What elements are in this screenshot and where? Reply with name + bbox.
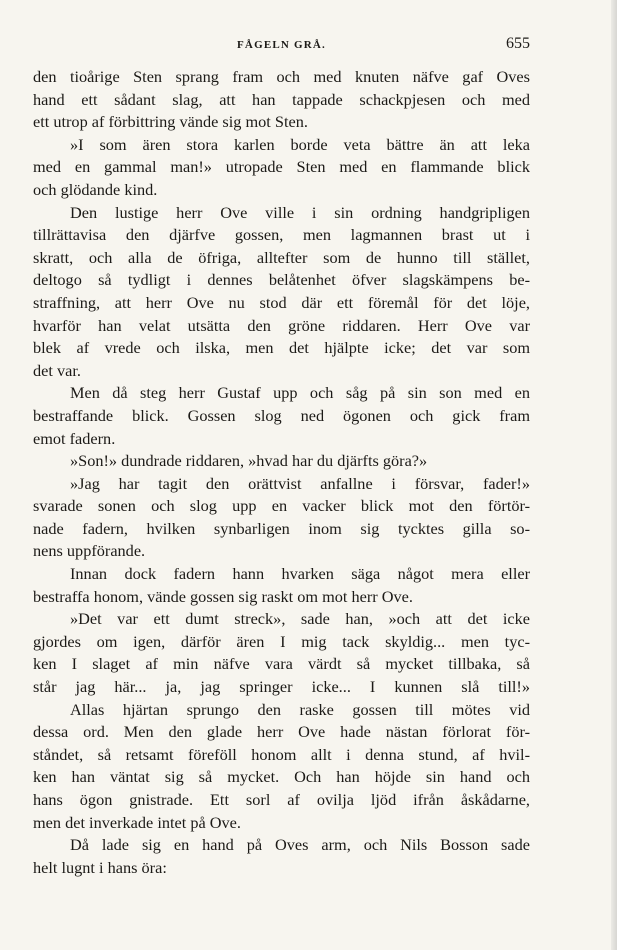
text-line: hans ögon gnistrade. Ett sorl af ovilja ljöd ifrån åskådarne, — [33, 790, 530, 809]
text-line: ett utrop af förbittring vände sig mot Sten. — [33, 112, 308, 132]
text-line: deltogo så tydligt i dennes belåtenhet öfver slagskämpens be- — [33, 270, 530, 290]
text-line: helt lugnt i hans öra: — [33, 857, 167, 877]
text-line: ken han väntat sig så mycket. Och han höjde sin hand och — [33, 767, 530, 787]
text-line: tillrättavisa den djärfve gossen, men lagmannen brast ut i — [33, 225, 530, 245]
text-line: men det inverkade intet på Ove. — [33, 812, 241, 832]
text-line: »I som ären stora karlen borde veta bättre än att leka — [70, 134, 530, 154]
page-number: 655 — [506, 35, 530, 52]
running-head — [33, 37, 530, 53]
text-line: skratt, och alla de öfriga, alltefter som de hunno till stället, — [33, 247, 530, 267]
running-title: FÅGELN GRÅ. — [237, 39, 326, 51]
text-line: Innan dock fadern hann hvarken säga något mera eller — [70, 564, 530, 584]
text-line: hvarför han velat utsätta den gröne riddaren. Herr Ove var — [33, 315, 530, 335]
text-line: står jag här... ja, jag springer icke... I kunnen slå till!» — [33, 677, 530, 697]
text-line: »Det var ett dumt streck», sade han, »och att det icke — [70, 609, 530, 629]
text-line: emot fadern. — [33, 428, 116, 448]
text-line: »Jag har tagit den orättvist anfallne i försvar, fader!» — [70, 473, 530, 493]
text-line: »Son!» dundrade riddaren, »hvad har du djärfts göra?» — [70, 451, 428, 471]
text-line: bestraffande blick. Gossen slog ned ögonen och gick fram — [33, 405, 530, 425]
text-line: Allas hjärtan sprungo den raske gossen till mötes vid — [70, 699, 530, 719]
text-line: med en gammal man!» utropade Sten med en flammande blick — [33, 157, 530, 177]
text-line: den tioårige Sten sprang fram och med knuten näfve gaf Oves — [33, 67, 530, 86]
text-line: nade fadern, hvilken synbarligen inom sig tycktes gilla so- — [33, 518, 530, 538]
text-line: ken I slaget af min näfve vara värdt så mycket tillbaka, så — [33, 654, 530, 674]
text-line: bestraffa honom, vände gossen sig raskt om mot herr Ove. — [33, 586, 413, 606]
text-line: det var. — [33, 360, 81, 380]
text-line: blek af vrede och ilska, men det hjälpte icke; det var som — [33, 338, 530, 358]
text-line: gjordes om igen, därför ären I mig tack skyldig... men tyc- — [33, 631, 530, 651]
text-line: straffning, att herr Ove nu stod där ett föremål för det löje, — [33, 292, 530, 312]
page-edge — [611, 0, 617, 950]
body-text — [33, 66, 530, 879]
text-line: Men då steg herr Gustaf upp och såg på sin son med en — [70, 383, 530, 403]
text-line: Då lade sig en hand på Oves arm, och Nils Bosson sade — [70, 835, 530, 855]
text-line: svarade sonen och slog upp en vacker blick mot den förtör- — [33, 496, 530, 516]
text-line: Den lustige herr Ove ville i sin ordning handgripligen — [70, 202, 530, 222]
text-line: ståndet, så retsamt föreföll honom allt i denna stund, af hvil- — [33, 744, 530, 764]
text-line: dessa ord. Men den glade herr Ove hade nästan förlorat för- — [33, 722, 530, 742]
text-line: nens uppförande. — [33, 541, 146, 561]
text-line: och glödande kind. — [33, 179, 158, 199]
text-line: hand ett sådant slag, att han tappade schackpjesen och med — [33, 89, 530, 109]
